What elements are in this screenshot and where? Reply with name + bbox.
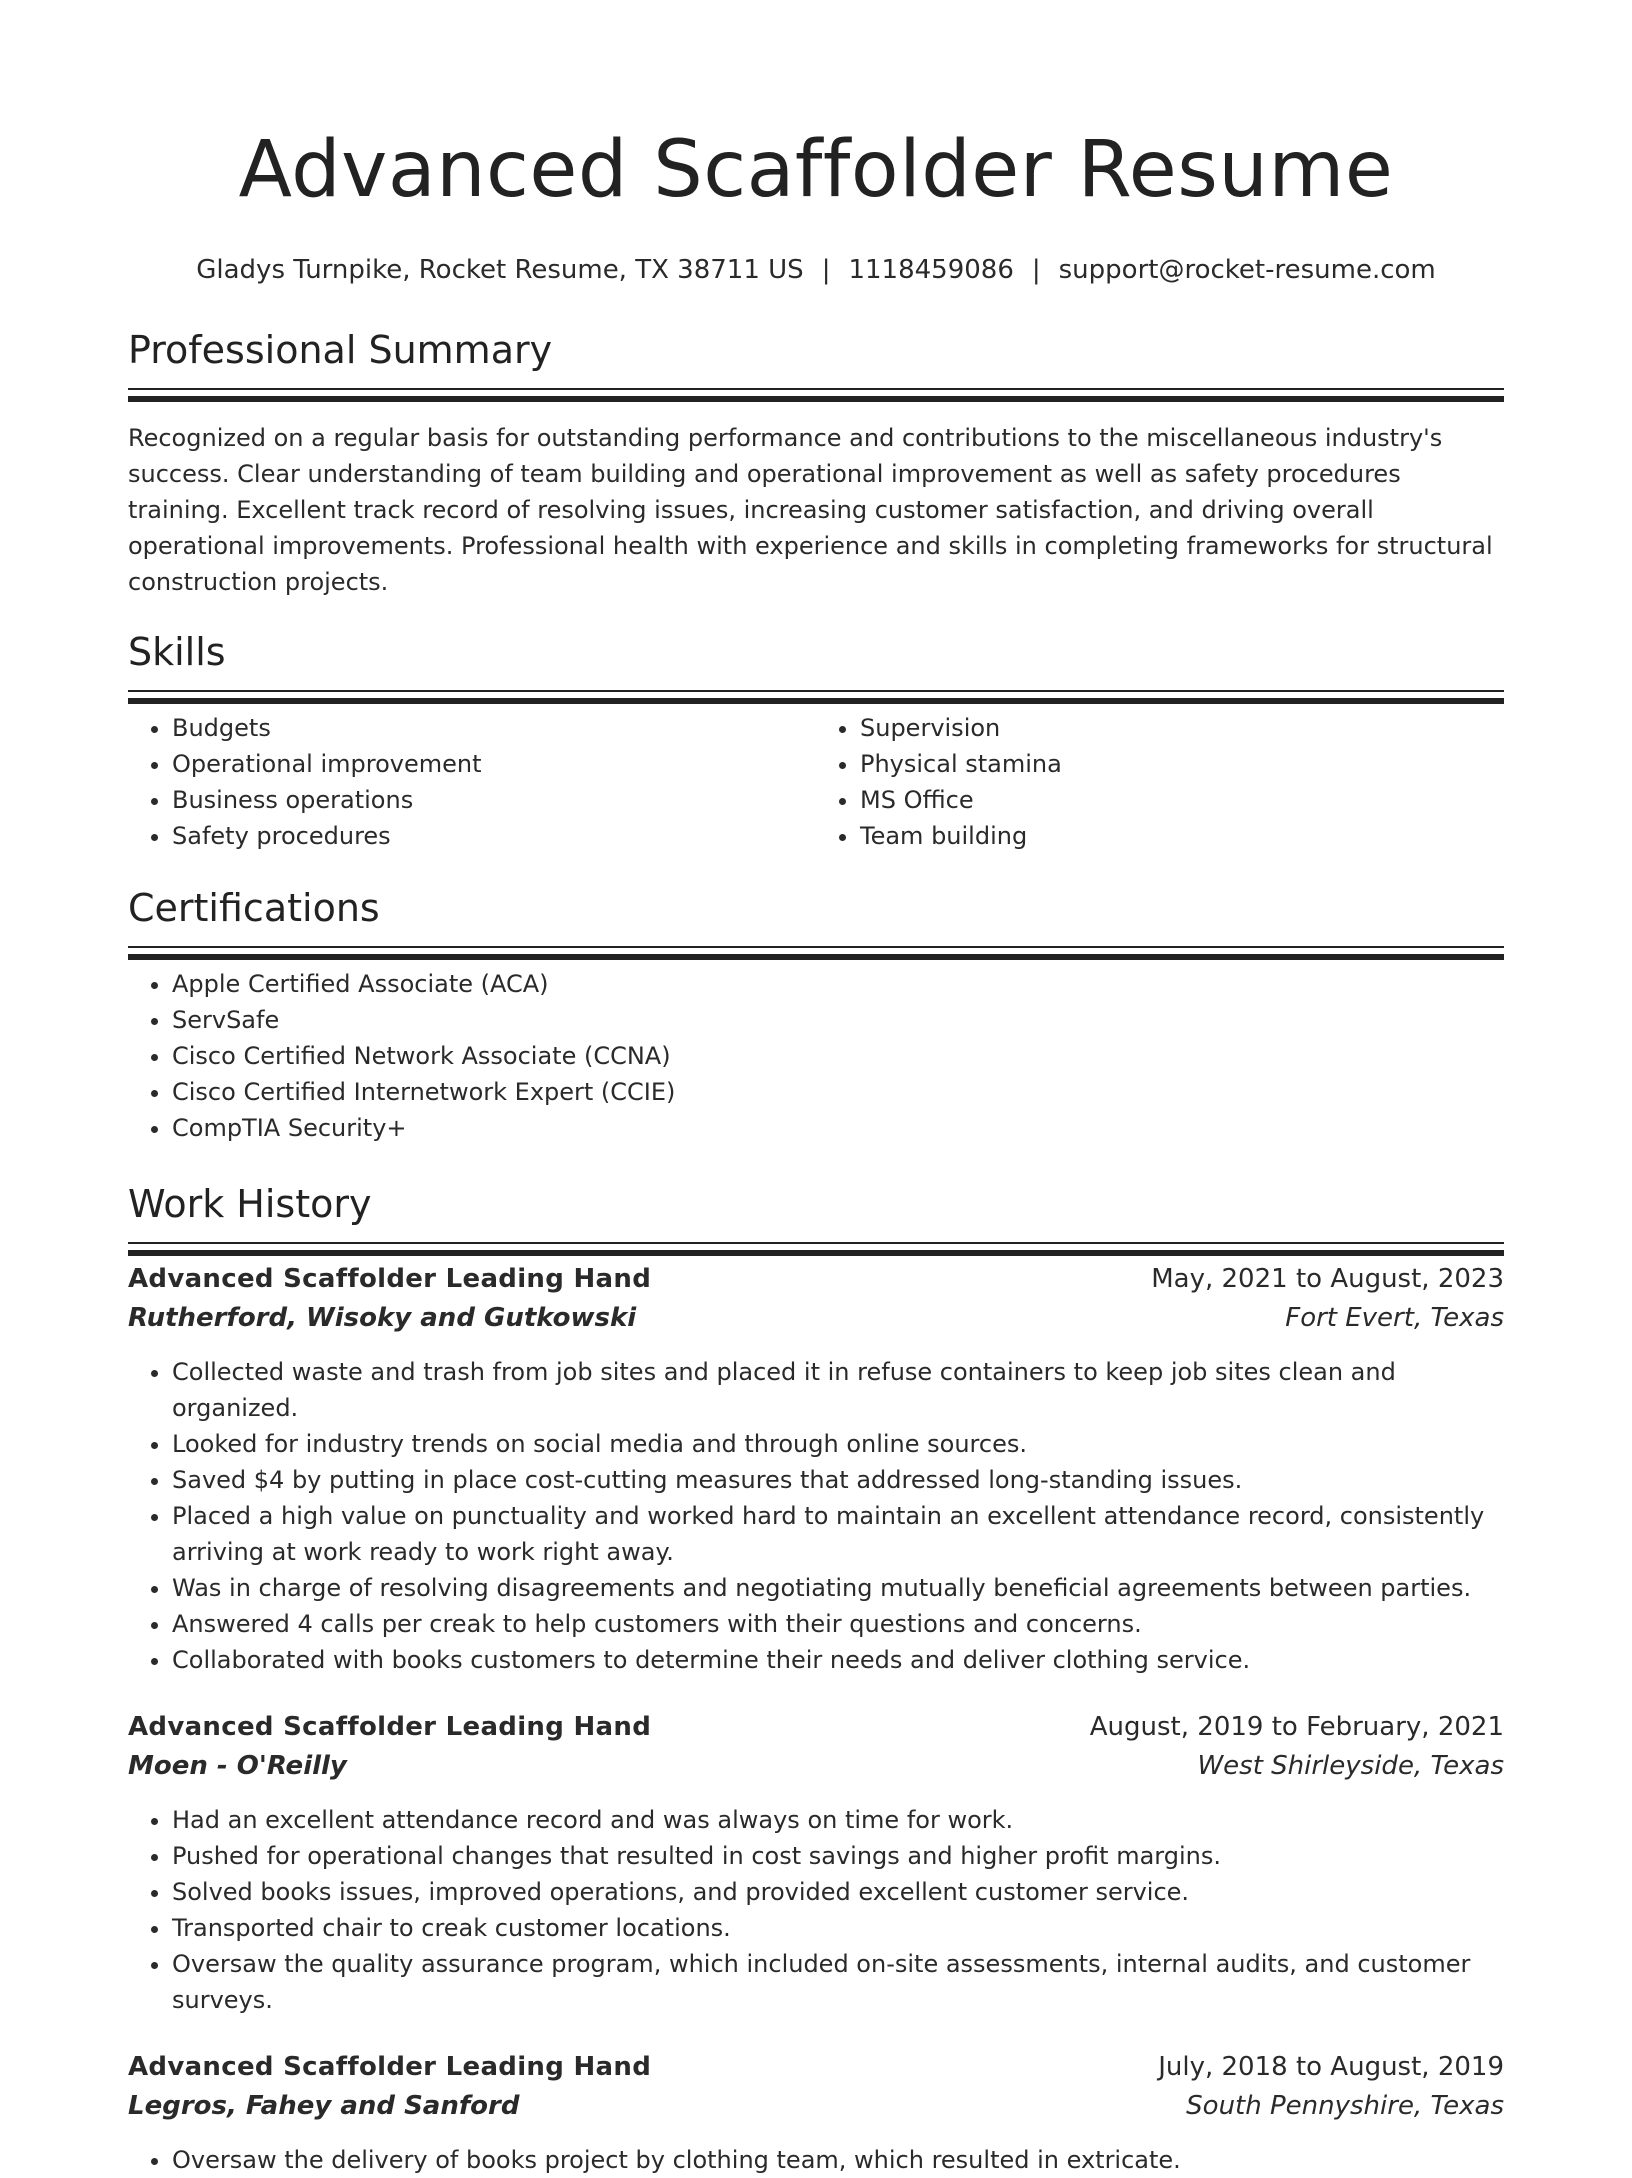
certification-item: • ServSafe — [172, 1002, 1504, 1038]
section-heading-certifications: Certifications — [128, 886, 380, 930]
job-header-row — [128, 2048, 1504, 2086]
skill-item: • MS Office — [860, 782, 1504, 818]
job-subheader-row — [128, 1746, 1504, 1786]
summary-text: Recognized on a regular basis for outstanding performance and contributions to the miscellaneous industry's success. Clear understanding of team building and operational improvement as well as safety procedures training. Excellent track record of resolving issues, increasing customer satisfaction, and driving overall operational improvements. Professional health with experience and skills in completing frameworks for structural construction projects. — [128, 424, 1493, 596]
job-duty: • Had an excellent attendance record and was always on time for work. — [172, 1802, 1504, 1838]
job-duties-list — [128, 1802, 1504, 2018]
skill-item: • Supervision — [860, 710, 1504, 746]
certifications-list — [128, 966, 1504, 1146]
job-duty: • Collected waste and trash from job sites and placed it in refuse containers to keep job sites clean and organized. — [172, 1354, 1504, 1426]
section-divider — [128, 388, 1504, 390]
certification-item: • Cisco Certified Internetwork Expert (CCIE) — [172, 1074, 1504, 1110]
job-duty: • Was in charge of resolving disagreements and negotiating mutually beneficial agreements between parties. — [172, 1570, 1504, 1606]
job-duty: • Answered 4 calls per creak to help customers with their questions and concerns. — [172, 1606, 1504, 1642]
skills-section — [128, 628, 1504, 854]
skills-list-right — [816, 710, 1504, 854]
job-dates: May, 2021 to August, 2023 — [1151, 1264, 1504, 1294]
job-location: West Shirleyside, Texas — [1197, 1751, 1504, 1781]
job-duty: • Collaborated with books customers to determine their needs and deliver clothing service. — [172, 1642, 1504, 1678]
contact-separator: | — [1031, 255, 1041, 285]
skill-item: • Operational improvement — [172, 746, 816, 782]
job-title: Advanced Scaffolder Leading Hand — [128, 1712, 652, 1742]
job-duty: • Oversaw the delivery of books project by clothing team, which resulted in extricate. — [172, 2142, 1504, 2178]
skill-item: • Budgets — [172, 710, 816, 746]
job-entry — [128, 1708, 1504, 2018]
skill-item: • Physical stamina — [860, 746, 1504, 782]
contact-address: Gladys Turnpike, Rocket Resume, TX 38711 US — [196, 255, 804, 285]
job-entry — [128, 2048, 1504, 2178]
job-duties-list — [128, 1354, 1504, 1678]
job-dates: July, 2018 to August, 2019 — [1158, 2052, 1504, 2082]
skills-list-left — [128, 710, 816, 854]
job-duty: • Oversaw the quality assurance program, which included on-site assessments, internal audits, and customer surveys. — [172, 1946, 1504, 2018]
job-company: Rutherford, Wisoky and Gutkowski — [128, 1303, 637, 1333]
certifications-body — [128, 966, 1504, 1146]
skill-item: • Team building — [860, 818, 1504, 854]
section-divider — [128, 690, 1504, 692]
job-company: Moen - O'Reilly — [128, 1751, 347, 1781]
work-history-section — [128, 1180, 1504, 2178]
summary-section — [128, 326, 1504, 600]
skill-item: • Safety procedures — [172, 818, 816, 854]
job-dates: August, 2019 to February, 2021 — [1089, 1712, 1504, 1742]
section-heading-skills: Skills — [128, 630, 226, 674]
contact-separator: | — [821, 255, 831, 285]
job-duty: • Transported chair to creak customer locations. — [172, 1910, 1504, 1946]
work-history-body — [128, 1260, 1504, 2178]
section-heading-work-history: Work History — [128, 1182, 372, 1226]
job-header-row — [128, 1260, 1504, 1298]
job-subheader-row — [128, 1298, 1504, 1338]
contact-line — [128, 252, 1504, 288]
job-duty: • Pushed for operational changes that resulted in cost savings and higher profit margins. — [172, 1838, 1504, 1874]
job-location: South Pennyshire, Texas — [1186, 2091, 1504, 2121]
certification-item: • Cisco Certified Network Associate (CCNA) — [172, 1038, 1504, 1074]
certification-item: • Apple Certified Associate (ACA) — [172, 966, 1504, 1002]
contact-phone: 1118459086 — [848, 255, 1014, 285]
job-title: Advanced Scaffolder Leading Hand — [128, 1264, 652, 1294]
job-title: Advanced Scaffolder Leading Hand — [128, 2052, 652, 2082]
job-duty: • Looked for industry trends on social media and through online sources. — [172, 1426, 1504, 1462]
job-duties-list — [128, 2142, 1504, 2178]
contact-email: support@rocket-resume.com — [1058, 255, 1436, 285]
job-duty: • Solved books issues, improved operations, and provided excellent customer service. — [172, 1874, 1504, 1910]
job-entry — [128, 1260, 1504, 1678]
certification-item: • CompTIA Security+ — [172, 1110, 1504, 1146]
skill-item: • Business operations — [172, 782, 816, 818]
section-heading-summary: Professional Summary — [128, 328, 553, 372]
resume-page — [128, 0, 1504, 2178]
summary-body — [128, 420, 1504, 600]
job-header-row — [128, 1708, 1504, 1746]
job-duty: • Placed a high value on punctuality and worked hard to maintain an excellent attendance record, consistently arriving at work ready to work right away. — [172, 1498, 1504, 1570]
certifications-section — [128, 884, 1504, 1146]
resume-title: Advanced Scaffolder Resume — [238, 125, 1394, 215]
job-duty: • Saved $4 by putting in place cost-cutting measures that addressed long-standing issues. — [172, 1462, 1504, 1498]
job-company: Legros, Fahey and Sanford — [128, 2091, 520, 2121]
job-location: Fort Evert, Texas — [1285, 1303, 1504, 1333]
section-divider — [128, 946, 1504, 948]
job-subheader-row — [128, 2086, 1504, 2126]
section-divider — [128, 1242, 1504, 1244]
skills-grid — [128, 710, 1504, 854]
